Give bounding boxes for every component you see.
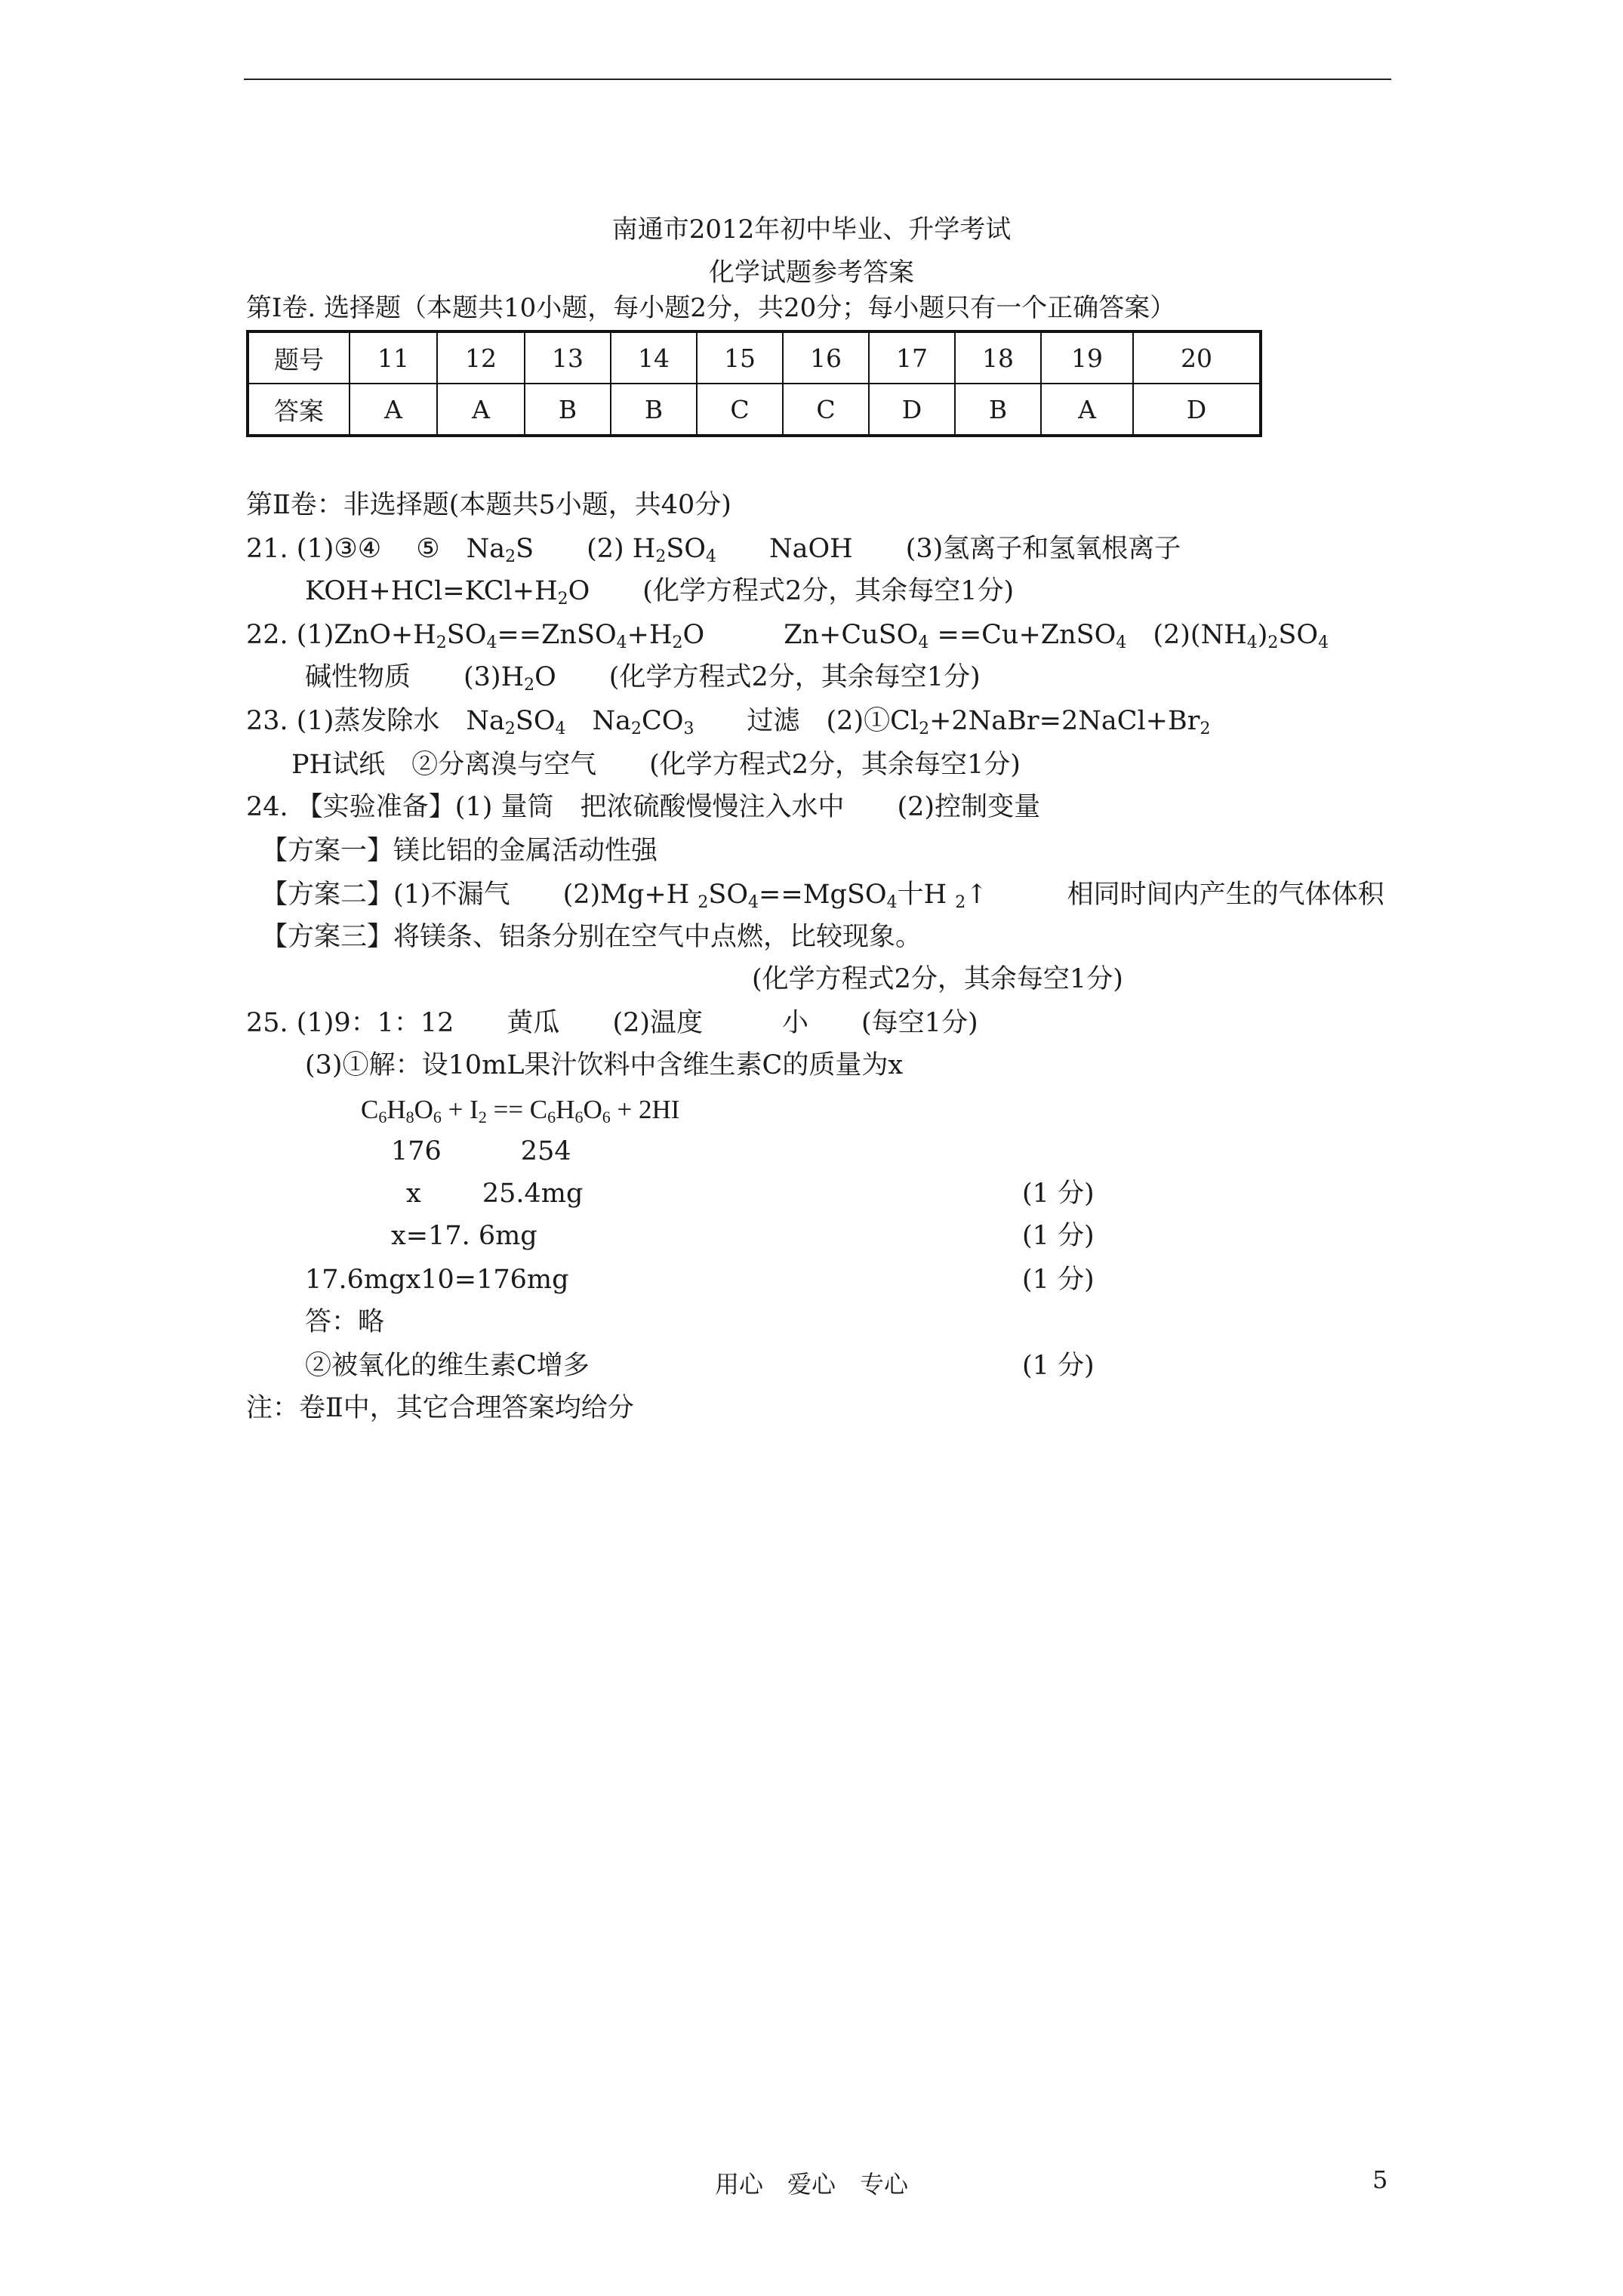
q25-line1: 25. (1)9：1：12 黄瓜 (2)温度 小 (每空1分) bbox=[246, 1008, 978, 1038]
table-cell: 13 bbox=[525, 331, 611, 384]
table-cell: D bbox=[869, 384, 955, 436]
table-cell: 11 bbox=[350, 331, 437, 384]
q25-line2: (3)①解：设10mL果汁饮料中含维生素C的质量为x bbox=[305, 1050, 904, 1080]
table-row-questions bbox=[248, 331, 1261, 384]
q23-line1: 23. (1)蒸发除水 $Na_2SO_4$ $Na_2CO_3$ 过滤 $(2)①Cl_2+2NaBr=2NaCl+Br_2$ bbox=[246, 706, 1211, 738]
table-cell: 20 bbox=[1133, 331, 1261, 384]
q25-molar-masses: 176 254 bbox=[391, 1136, 571, 1166]
table-cell: B bbox=[525, 384, 611, 436]
table-header-question: 题号 bbox=[248, 331, 350, 384]
table-cell: B bbox=[955, 384, 1041, 436]
q25-score: (1 分) bbox=[1022, 1179, 1095, 1209]
q25-answer: 答：略 bbox=[305, 1307, 385, 1337]
q24-plan3: 【方案三】将镁条、铝条分别在空气中点燃，比较现象。 bbox=[261, 922, 922, 952]
table-cell: A bbox=[437, 384, 525, 436]
q25-score: (1 分) bbox=[1022, 1351, 1095, 1381]
q22-line1: 22. $(1)ZnO+H_2SO_4==ZnSO_4+H_2O$ Zn+CuSO$_4$ ==Cu+ZnSO$_4$ $(2)(NH_4)_2SO_4$ bbox=[246, 620, 1329, 652]
answer-table bbox=[246, 330, 1262, 437]
table-cell: A bbox=[350, 384, 437, 436]
q25-score: (1 分) bbox=[1022, 1265, 1095, 1295]
table-header-answer: 答案 bbox=[248, 384, 350, 436]
footer-slogan: 用心 爱心 专心 bbox=[714, 2170, 908, 2199]
table-row-answers bbox=[248, 384, 1261, 436]
document-title: 南通市2012年初中毕业、升学考试 bbox=[611, 214, 1012, 245]
q25-part2: ②被氧化的维生素C增多 bbox=[305, 1351, 590, 1381]
q24-plan2: 【方案二】(1)不漏气 (2)Mg+H $_2SO_4==MgSO_4$十H $_2$↑ 相同时间内产生的气体体积 bbox=[261, 880, 1384, 912]
table-cell: A bbox=[1041, 384, 1133, 436]
q24-plan1: 【方案一】镁比铝的金属活动性强 bbox=[261, 836, 658, 866]
document-subtitle: 化学试题参考答案 bbox=[709, 257, 914, 288]
table-cell: D bbox=[1133, 384, 1261, 436]
part2-heading: 第Ⅱ卷：非选择题(本题共5小题，共40分) bbox=[246, 490, 731, 520]
part1-heading: 第Ⅰ卷. 选择题（本题共10小题，每小题2分，共20分；每小题只有一个正确答案） bbox=[246, 293, 1176, 323]
q21-line1: 21. (1)③④ ⑤ $Na_2S$ (2) $H_2SO_4$ NaOH (3)氢离子和氢氧根离子 bbox=[246, 534, 1181, 566]
q25-total: 17.6mgx10=176mg bbox=[305, 1265, 569, 1295]
table-cell: 15 bbox=[697, 331, 783, 384]
q25-result-x: x=17. 6mg bbox=[391, 1221, 537, 1251]
table-cell: C bbox=[697, 384, 783, 436]
table-cell: 18 bbox=[955, 331, 1041, 384]
q23-line2: PH试纸 ②分离溴与空气 (化学方程式2分，其余每空1分) bbox=[291, 750, 1021, 780]
table-cell: 14 bbox=[611, 331, 697, 384]
table-cell: B bbox=[611, 384, 697, 436]
q21-line2: $KOH+HCl=KCl+H_2O$ (化学方程式2分，其余每空1分) bbox=[305, 576, 1015, 609]
table-cell: 16 bbox=[783, 331, 869, 384]
q24-line1: 24. 【实验准备】(1) 量筒 把浓硫酸慢慢注入水中 (2)控制变量 bbox=[246, 792, 1041, 822]
table-cell: C bbox=[783, 384, 869, 436]
q25-score: (1 分) bbox=[1022, 1221, 1095, 1251]
q22-line2: 碱性物质 $(3)H_2O$ (化学方程式2分，其余每空1分) bbox=[305, 662, 981, 695]
q24-scoring: (化学方程式2分，其余每空1分) bbox=[752, 964, 1123, 994]
q25-equation: $C_6H_8O_6 + I_2 == C_6H_6O_6 + 2HI$ bbox=[361, 1095, 680, 1126]
table-cell: 17 bbox=[869, 331, 955, 384]
table-cell: 12 bbox=[437, 331, 525, 384]
table-cell: 19 bbox=[1041, 331, 1133, 384]
grading-note: 注：卷Ⅱ中，其它合理答案均给分 bbox=[246, 1393, 634, 1423]
page-number: 5 bbox=[1372, 2165, 1388, 2194]
q25-proportion: x 25.4mg bbox=[406, 1179, 584, 1209]
header-rule bbox=[244, 79, 1391, 80]
